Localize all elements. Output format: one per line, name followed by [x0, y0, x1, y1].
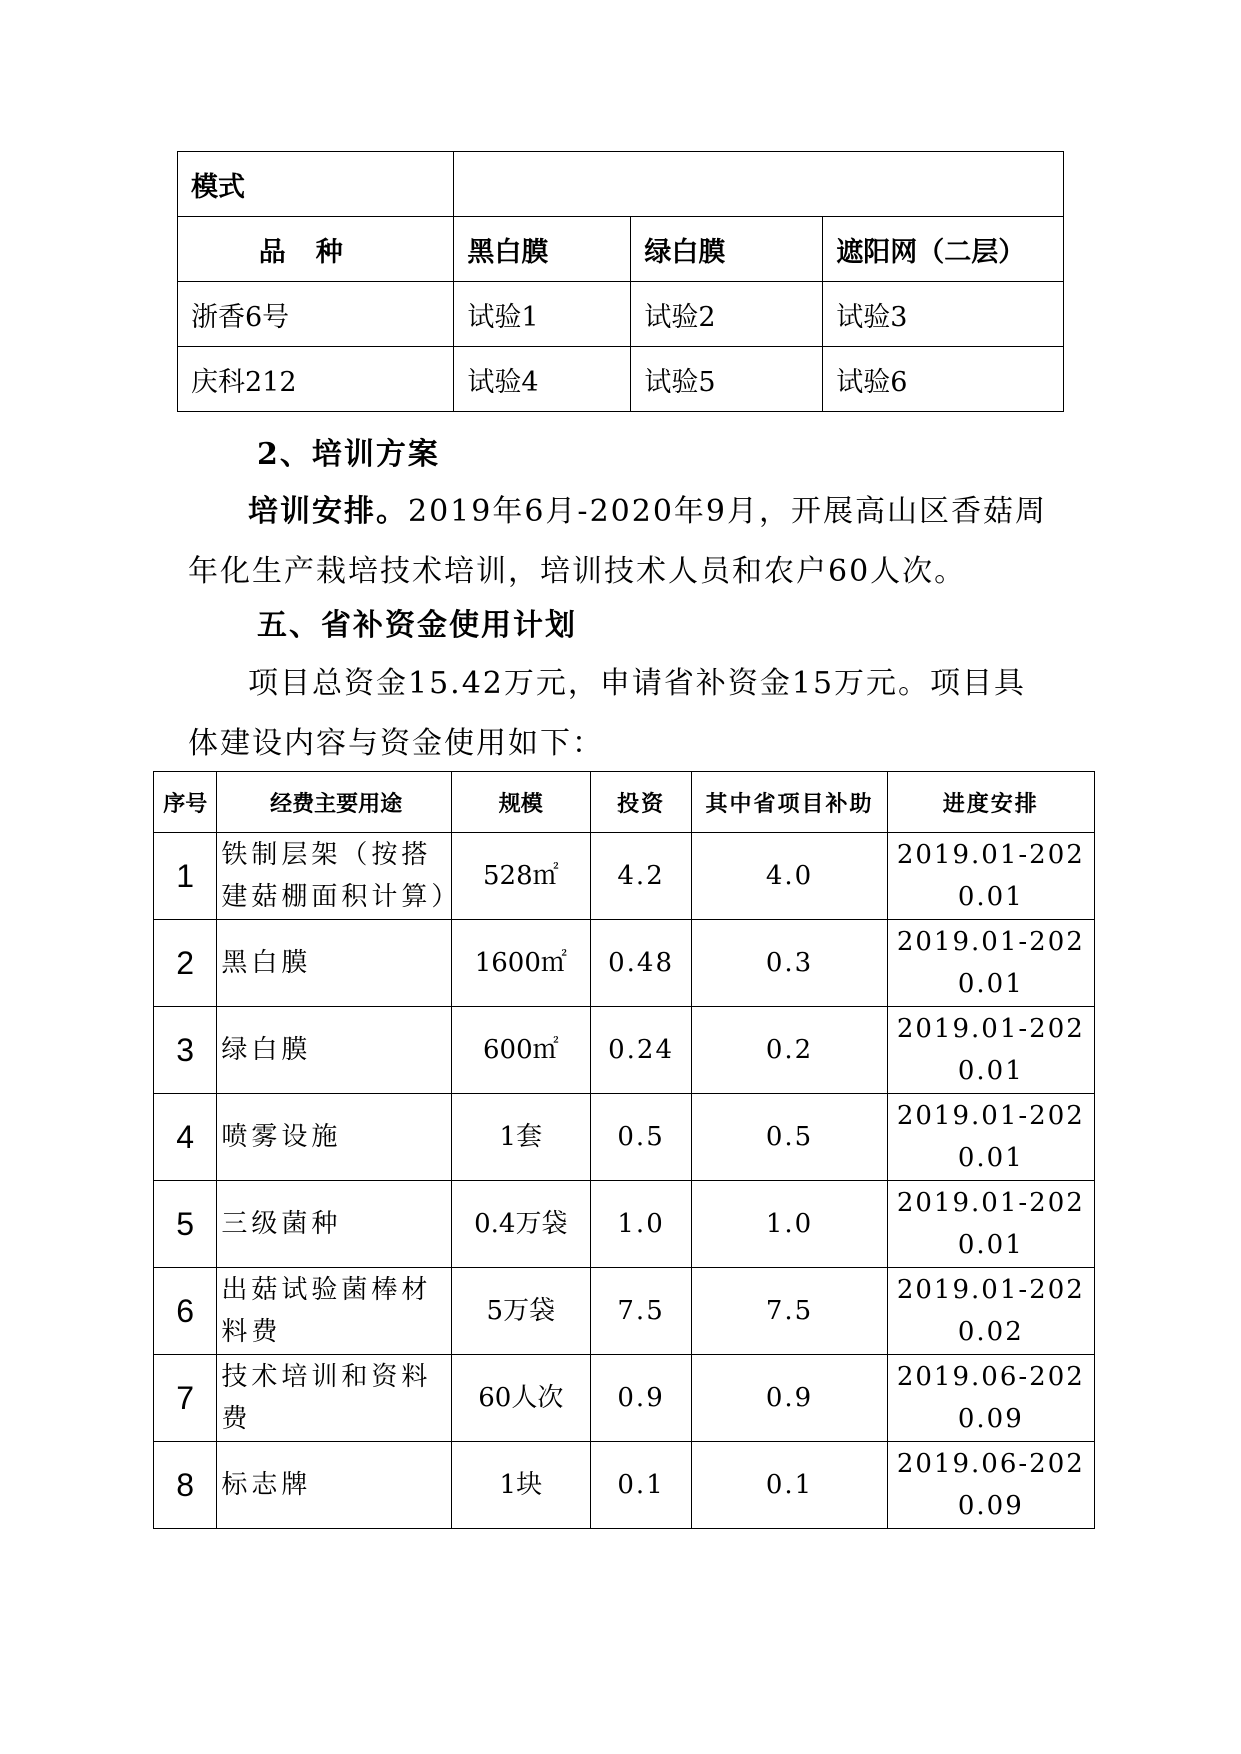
- row-schedule: 2019.01-2020.02: [887, 1268, 1094, 1355]
- header-variety: 品种: [178, 217, 454, 282]
- training-body: 2019年6月-2020年9月，开展高山区香菇周年化生产栽培技术培训，培训技术人员和农户60人次。: [188, 494, 1048, 589]
- row-subsidy: 0.9: [692, 1355, 887, 1442]
- row-scale: 5万袋: [451, 1268, 590, 1355]
- row-index: 6: [154, 1268, 217, 1355]
- row-investment: 0.9: [590, 1355, 692, 1442]
- table-row: [154, 1442, 1095, 1529]
- header-investment: 投资: [590, 772, 692, 833]
- row-schedule: 2019.06-2020.09: [887, 1355, 1094, 1442]
- header-shade-net: 遮阳网（二层）: [823, 217, 1064, 282]
- table-cell: 试验3: [823, 282, 1064, 347]
- row-scale: 0.4万袋: [451, 1181, 590, 1268]
- row-investment: 0.1: [590, 1442, 692, 1529]
- row-subsidy: 0.5: [692, 1094, 887, 1181]
- row-purpose: 标志牌: [217, 1442, 451, 1529]
- table-row: [154, 1007, 1095, 1094]
- table-row: [154, 920, 1095, 1007]
- table-cell: 试验4: [454, 347, 631, 412]
- row-index: 8: [154, 1442, 217, 1529]
- table-row: [154, 833, 1095, 920]
- row-investment: 1.0: [590, 1181, 692, 1268]
- row-investment: 0.5: [590, 1094, 692, 1181]
- table-header-row: [178, 217, 1064, 282]
- header-provincial-subsidy: 其中省项目补助: [692, 772, 887, 833]
- row-subsidy: 4.0: [692, 833, 887, 920]
- row-subsidy: 0.1: [692, 1442, 887, 1529]
- row-index: 4: [154, 1094, 217, 1181]
- row-index: 3: [154, 1007, 217, 1094]
- training-lead: 培训安排。: [248, 494, 408, 529]
- row-purpose: 绿白膜: [217, 1007, 451, 1094]
- trial-design-table: [177, 151, 1064, 412]
- row-index: 2: [154, 920, 217, 1007]
- row-investment: 4.2: [590, 833, 692, 920]
- row-scale: 1套: [451, 1094, 590, 1181]
- row-purpose: 三级菌种: [217, 1181, 451, 1268]
- table-row: [154, 1094, 1095, 1181]
- table-cell: 试验6: [823, 347, 1064, 412]
- table-cell: 浙香6号: [178, 282, 454, 347]
- row-purpose: 铁制层架（按搭建菇棚面积计算）: [217, 833, 451, 920]
- row-subsidy: 0.2: [692, 1007, 887, 1094]
- table-header-row: [154, 772, 1095, 833]
- fund-plan-table: [153, 771, 1095, 1529]
- table-row: [154, 1181, 1095, 1268]
- row-purpose: 黑白膜: [217, 920, 451, 1007]
- training-paragraph: [188, 482, 1058, 602]
- section-heading-training: 2、培训方案: [257, 437, 440, 472]
- row-scale: 60人次: [451, 1355, 590, 1442]
- table-row: [178, 347, 1064, 412]
- row-purpose: 技术培训和资料费: [217, 1355, 451, 1442]
- row-purpose: 喷雾设施: [217, 1094, 451, 1181]
- header-black-white-film: 黑白膜: [454, 217, 631, 282]
- row-subsidy: 7.5: [692, 1268, 887, 1355]
- table-cell: 试验1: [454, 282, 631, 347]
- row-index: 1: [154, 833, 217, 920]
- table-row: [154, 1355, 1095, 1442]
- section-heading-fund: 五、省补资金使用计划: [257, 608, 577, 643]
- table-cell: 试验5: [631, 347, 823, 412]
- mode-value: [454, 152, 1064, 217]
- row-schedule: 2019.01-2020.01: [887, 1181, 1094, 1268]
- row-scale: 600㎡: [451, 1007, 590, 1094]
- row-investment: 7.5: [590, 1268, 692, 1355]
- row-schedule: 2019.01-2020.01: [887, 1007, 1094, 1094]
- table-row: [178, 282, 1064, 347]
- row-scale: 1块: [451, 1442, 590, 1529]
- row-scale: 528㎡: [451, 833, 590, 920]
- header-schedule: 进度安排: [887, 772, 1094, 833]
- row-schedule: 2019.01-2020.01: [887, 1094, 1094, 1181]
- header-scale: 规模: [451, 772, 590, 833]
- table-row: [154, 1268, 1095, 1355]
- fund-paragraph: 项目总资金15.42万元，申请省补资金15万元。项目具体建设内容与资金使用如下：: [188, 666, 1027, 761]
- row-schedule: 2019.01-2020.01: [887, 833, 1094, 920]
- mode-label: 模式: [178, 152, 454, 217]
- row-scale: 1600㎡: [451, 920, 590, 1007]
- row-schedule: 2019.06-2020.09: [887, 1442, 1094, 1529]
- header-purpose: 经费主要用途: [217, 772, 451, 833]
- header-index: 序号: [154, 772, 217, 833]
- table-cell: 试验2: [631, 282, 823, 347]
- row-schedule: 2019.01-2020.01: [887, 920, 1094, 1007]
- row-purpose: 出菇试验菌棒材料费: [217, 1268, 451, 1355]
- row-investment: 0.48: [590, 920, 692, 1007]
- row-index: 5: [154, 1181, 217, 1268]
- header-green-white-film: 绿白膜: [631, 217, 823, 282]
- row-subsidy: 1.0: [692, 1181, 887, 1268]
- row-investment: 0.24: [590, 1007, 692, 1094]
- row-subsidy: 0.3: [692, 920, 887, 1007]
- table-row: [178, 152, 1064, 217]
- table-cell: 庆科212: [178, 347, 454, 412]
- row-index: 7: [154, 1355, 217, 1442]
